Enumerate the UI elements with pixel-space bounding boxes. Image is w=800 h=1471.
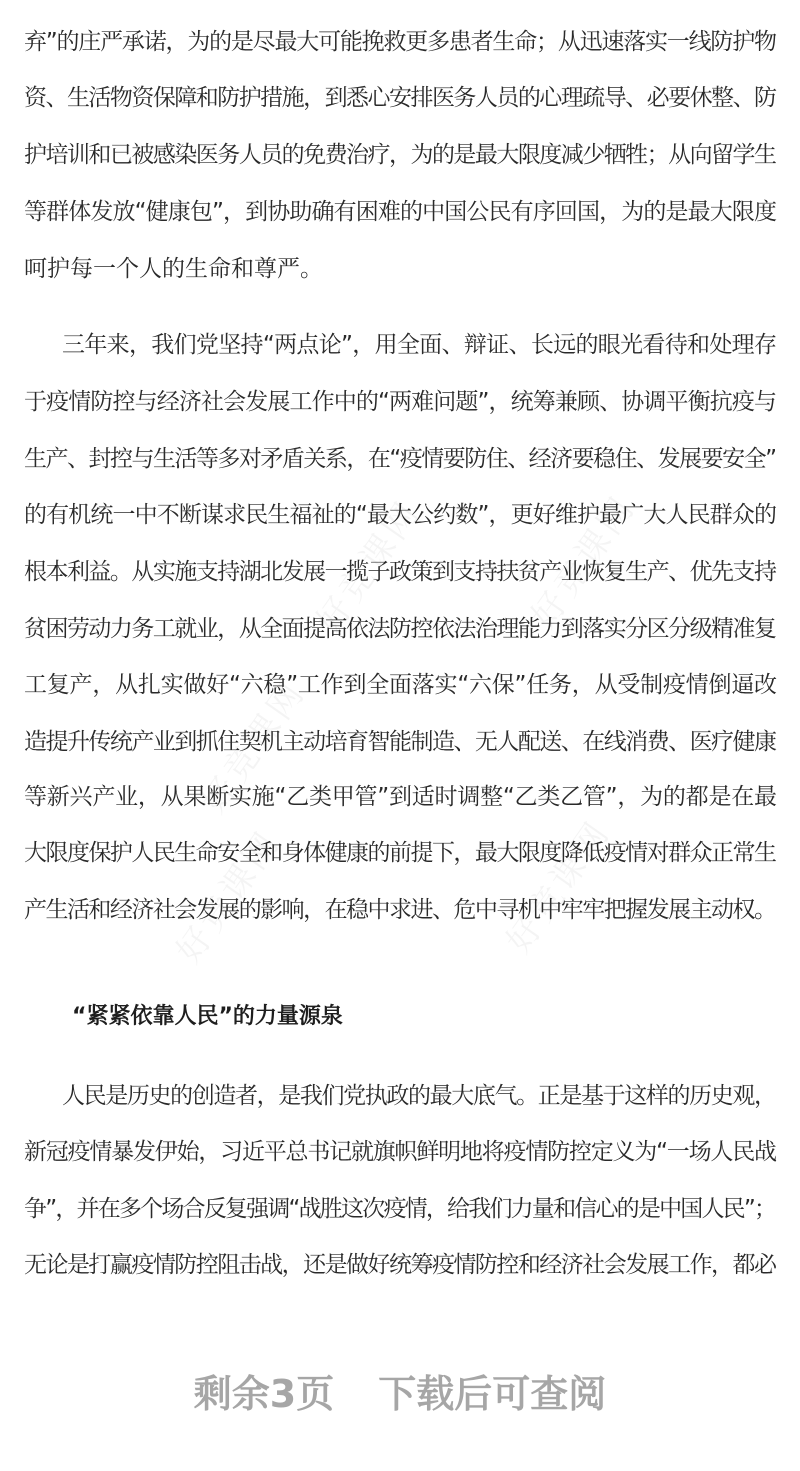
- text-line: 生产、封控与生活等多对矛盾关系，在“疫情要防住、经济要稳住、发展要安全”: [24, 446, 776, 472]
- text-line: 根本利益。从实施支持湖北发展一揽子政策到支持扶贫产业恢复生产、优先支持: [24, 559, 776, 585]
- text-line: 等新兴产业，从果断实施“乙类甲管”到适时调整“乙类乙管”，为的都是在最: [24, 784, 777, 810]
- text-line: 资、生活物资保障和防护措施，到悉心安排医务人员的心理疏导、必要休整、防: [24, 85, 776, 111]
- text-line: 无论是打赢疫情防控阻击战，还是做好统筹疫情防控和经济社会发展工作，都必: [24, 1252, 776, 1278]
- text-line: 造提升传统产业到抓住契机主动培育智能制造、无人配送、在线消费、医疗健康: [24, 729, 776, 755]
- download-banner[interactable]: [0, 1370, 800, 1418]
- text-line: 争”，并在多个场合反复强调“战胜这次疫情，给我们力量和信心的是中国人民”；: [24, 1196, 776, 1222]
- text-line: 于疫情防控与经济社会发展工作中的“两难问题”，统筹兼顾、协调平衡抗疫与: [24, 389, 777, 415]
- watermark: [492, 808, 619, 961]
- text-line: 呵护每一个人的生命和尊严。: [24, 256, 323, 282]
- text-line: 人民是历史的创造者，是我们党执政的最大底气。正是基于这样的历史观，: [62, 1083, 776, 1109]
- download-to-view-label[interactable]: 下载后可查阅: [378, 1372, 607, 1416]
- remaining-pages-label: 剩余3页: [193, 1372, 335, 1416]
- text-line: 三年来，我们党坚持“两点论”，用全面、辩证、长远的眼光看待和处理存: [62, 332, 777, 358]
- text-line: 的有机统一中不断谋求民生福祉的“最大公约数”，更好维护最广大人民群众的: [24, 502, 777, 528]
- text-line: 产生活和经济社会发展的影响，在稳中求进、危中寻机中牢牢把握发展主动权。: [24, 897, 776, 923]
- text-line: 等群体发放“健康包”，到协助确有困难的中国公民有序回国，为的是最大限度: [24, 199, 777, 225]
- text-line: 新冠疫情暴发伊始，习近平总书记就旗帜鲜明地将疫情防控定义为“一场人民战: [24, 1139, 776, 1165]
- text-line: 护培训和已被感染医务人员的免费治疗，为的是最大限度减少牺牲；从向留学生: [24, 142, 776, 168]
- text-line: 大限度保护人民生命安全和身体健康的前提下，最大限度降低疫情对群众正常生: [24, 840, 776, 866]
- text-line: 弃”的庄严承诺，为的是尽最大可能挽救更多患者生命；从迅速落实一线防护物: [24, 29, 776, 55]
- text-line: 贫困劳动力务工就业，从全面提高依法防控依法治理能力到落实分区分级精准复: [24, 616, 776, 642]
- section-heading: “紧紧依靠人民”的力量源泉: [72, 1004, 343, 1029]
- text-line: 工复产，从扎实做好“六稳”工作到全面落实“六保”任务，从受制疫情倒逼改: [24, 672, 777, 698]
